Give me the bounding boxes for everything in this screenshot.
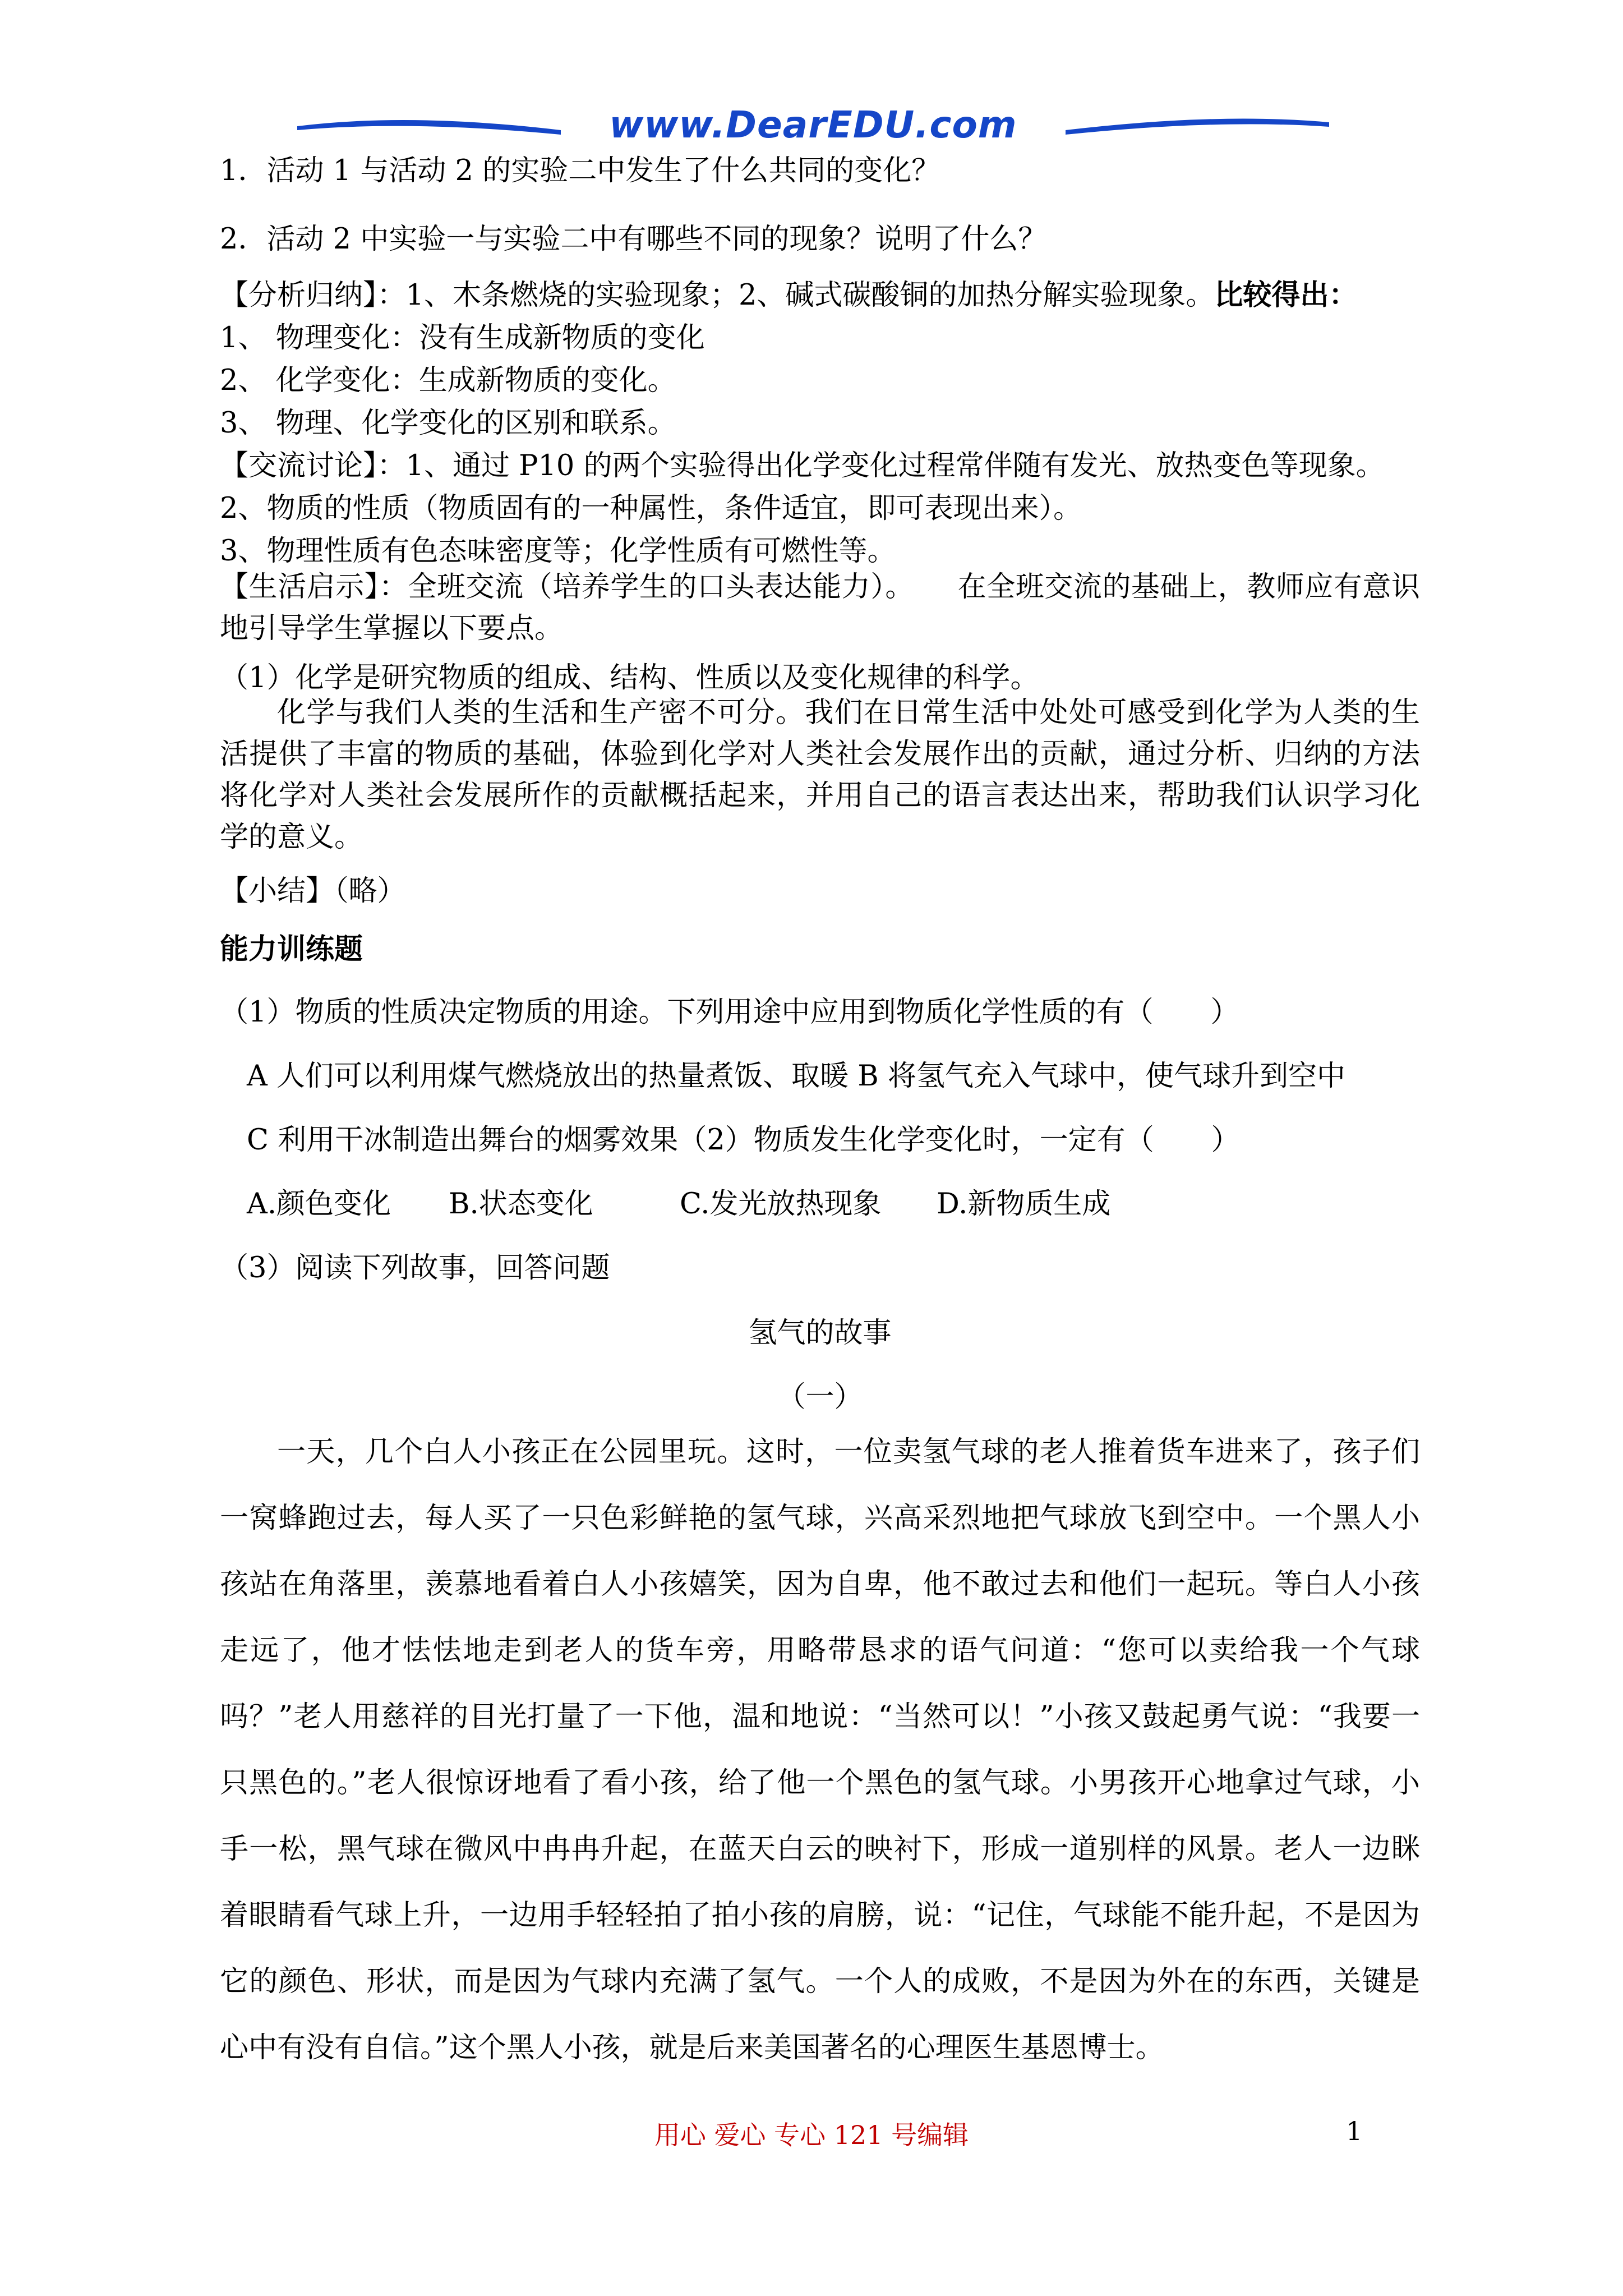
question-2: 2．活动 2 中实验一与实验二中有哪些不同的现象？说明了什么？ (220, 223, 1047, 256)
option-d: D.新物质生成 (937, 1188, 1111, 1221)
life-inspiration: 【生活启示】：全班交流（培养学生的口头表达能力）。 在全班交流的基础上，教师应有意识地引导学生掌握以下要点。 (220, 570, 1420, 645)
site-url: www.DearEDU.com (609, 103, 1017, 146)
option-a: A.颜色变化 (247, 1188, 391, 1221)
analysis-text: 【分析归纳】：1、木条燃烧的实验现象；2、碱式碳酸铜的加热分解实验现象。 (220, 279, 1215, 312)
point-3: 3、 物理、化学变化的区别和联系。 (220, 407, 676, 440)
analysis-line (220, 272, 1357, 313)
exchange-point-2: 2、物质的性质（物质固有的一种属性，条件适宜，即可表现出来）。 (220, 492, 1082, 525)
story-title: 氢气的故事 (748, 1317, 892, 1350)
life-paragraph: 化学与我们人类的生活和生产密不可分。我们在日常生活中处处可感受到化学为人类的生活提供了丰富的物质的基础，体验到化学对人类社会发展作出的贡献，通过分析、归纳的方法将化学对人类社会发展所作的贡献概括起来，并用自己的语言表达出来，帮助我们认识学习化学的意义。 (220, 696, 1420, 854)
story-body: 一天，几个白人小孩正在公园里玩。这时，一位卖氢气球的老人推着货车进来了，孩子们一窝蜂跑过去，每人买了一只色彩鲜艳的氢气球，兴高采烈地把气球放飞到空中。一个黑人小孩站在角落里，羡慕地看着白人小孩嬉笑，因为自卑，他不敢过去和他们一起玩。等白人小孩走远了，他才怯怯地走到老人的货车旁，用略带恳求的语气问道：“您可以卖给我一个气球吗？”老人用慈祥的目光打量了一下他，温和地说：“当然可以！”小孩又鼓起勇气说：“我要一只黑色的。”老人很惊讶地看了看小孩，给了他一个黑色的氢气球。小男孩开心地拿过气球，小手一松，黑气球在微风中冉冉升起，在蓝天白云的映衬下，形成一道别样的风景。老人一边眯着眼睛看气球上升，一边用手轻轻拍了拍小孩的肩膀，说：“记住，气球能不能升起，不是因为它的颜色、形状，而是因为气球内充满了氢气。一个人的成败，不是因为外在的东西，关键是心中有没有自信。”这个黑人小孩，就是后来美国著名的心理医生基恩博士。 (220, 1435, 1420, 2064)
exchange-discussion: 【交流讨论】：1、通过 P10 的两个实验得出化学变化过程常伴随有发光、放热变色等现象。 (220, 449, 1385, 482)
summary: 【小结】（略） (220, 875, 406, 908)
training-q1-options-ab: A 人们可以利用煤气燃烧放出的热量煮饭、取暖 B 将氢气充入气球中，使气球升到空中 (247, 1060, 1345, 1093)
question-1: 1．活动 1 与活动 2 的实验二中发生了什么共同的变化？ (220, 154, 940, 187)
page-number: 1 (1346, 2116, 1363, 2146)
footer-text: 用心 爱心 专心 121 号编辑 (654, 2120, 969, 2150)
story-part: （一） (777, 1381, 863, 1414)
training-q1: （1）物质的性质决定物质的用途。下列用途中应用到物质化学性质的有（ ） (220, 996, 1239, 1029)
point-2: 2、 化学变化：生成新物质的变化。 (220, 364, 676, 397)
training-title: 能力训练题 (220, 933, 363, 966)
point-1: 1、 物理变化：没有生成新物质的变化 (220, 321, 705, 355)
analysis-bold: 比较得出： (1214, 279, 1358, 312)
option-b: B.状态变化 (449, 1188, 593, 1221)
option-c: C.发光放热现象 (680, 1188, 882, 1221)
life-point-1: （1）化学是研究物质的组成、结构、性质以及变化规律的科学。 (220, 661, 1039, 694)
training-q3: （3）阅读下列故事，回答问题 (220, 1251, 610, 1285)
training-q1-option-c: C 利用干冰制造出舞台的烟雾效果（2）物质发生化学变化时，一定有（ ） (247, 1124, 1240, 1157)
exchange-point-3: 3、物理性质有色态味密度等；化学性质有可燃性等。 (220, 535, 896, 568)
